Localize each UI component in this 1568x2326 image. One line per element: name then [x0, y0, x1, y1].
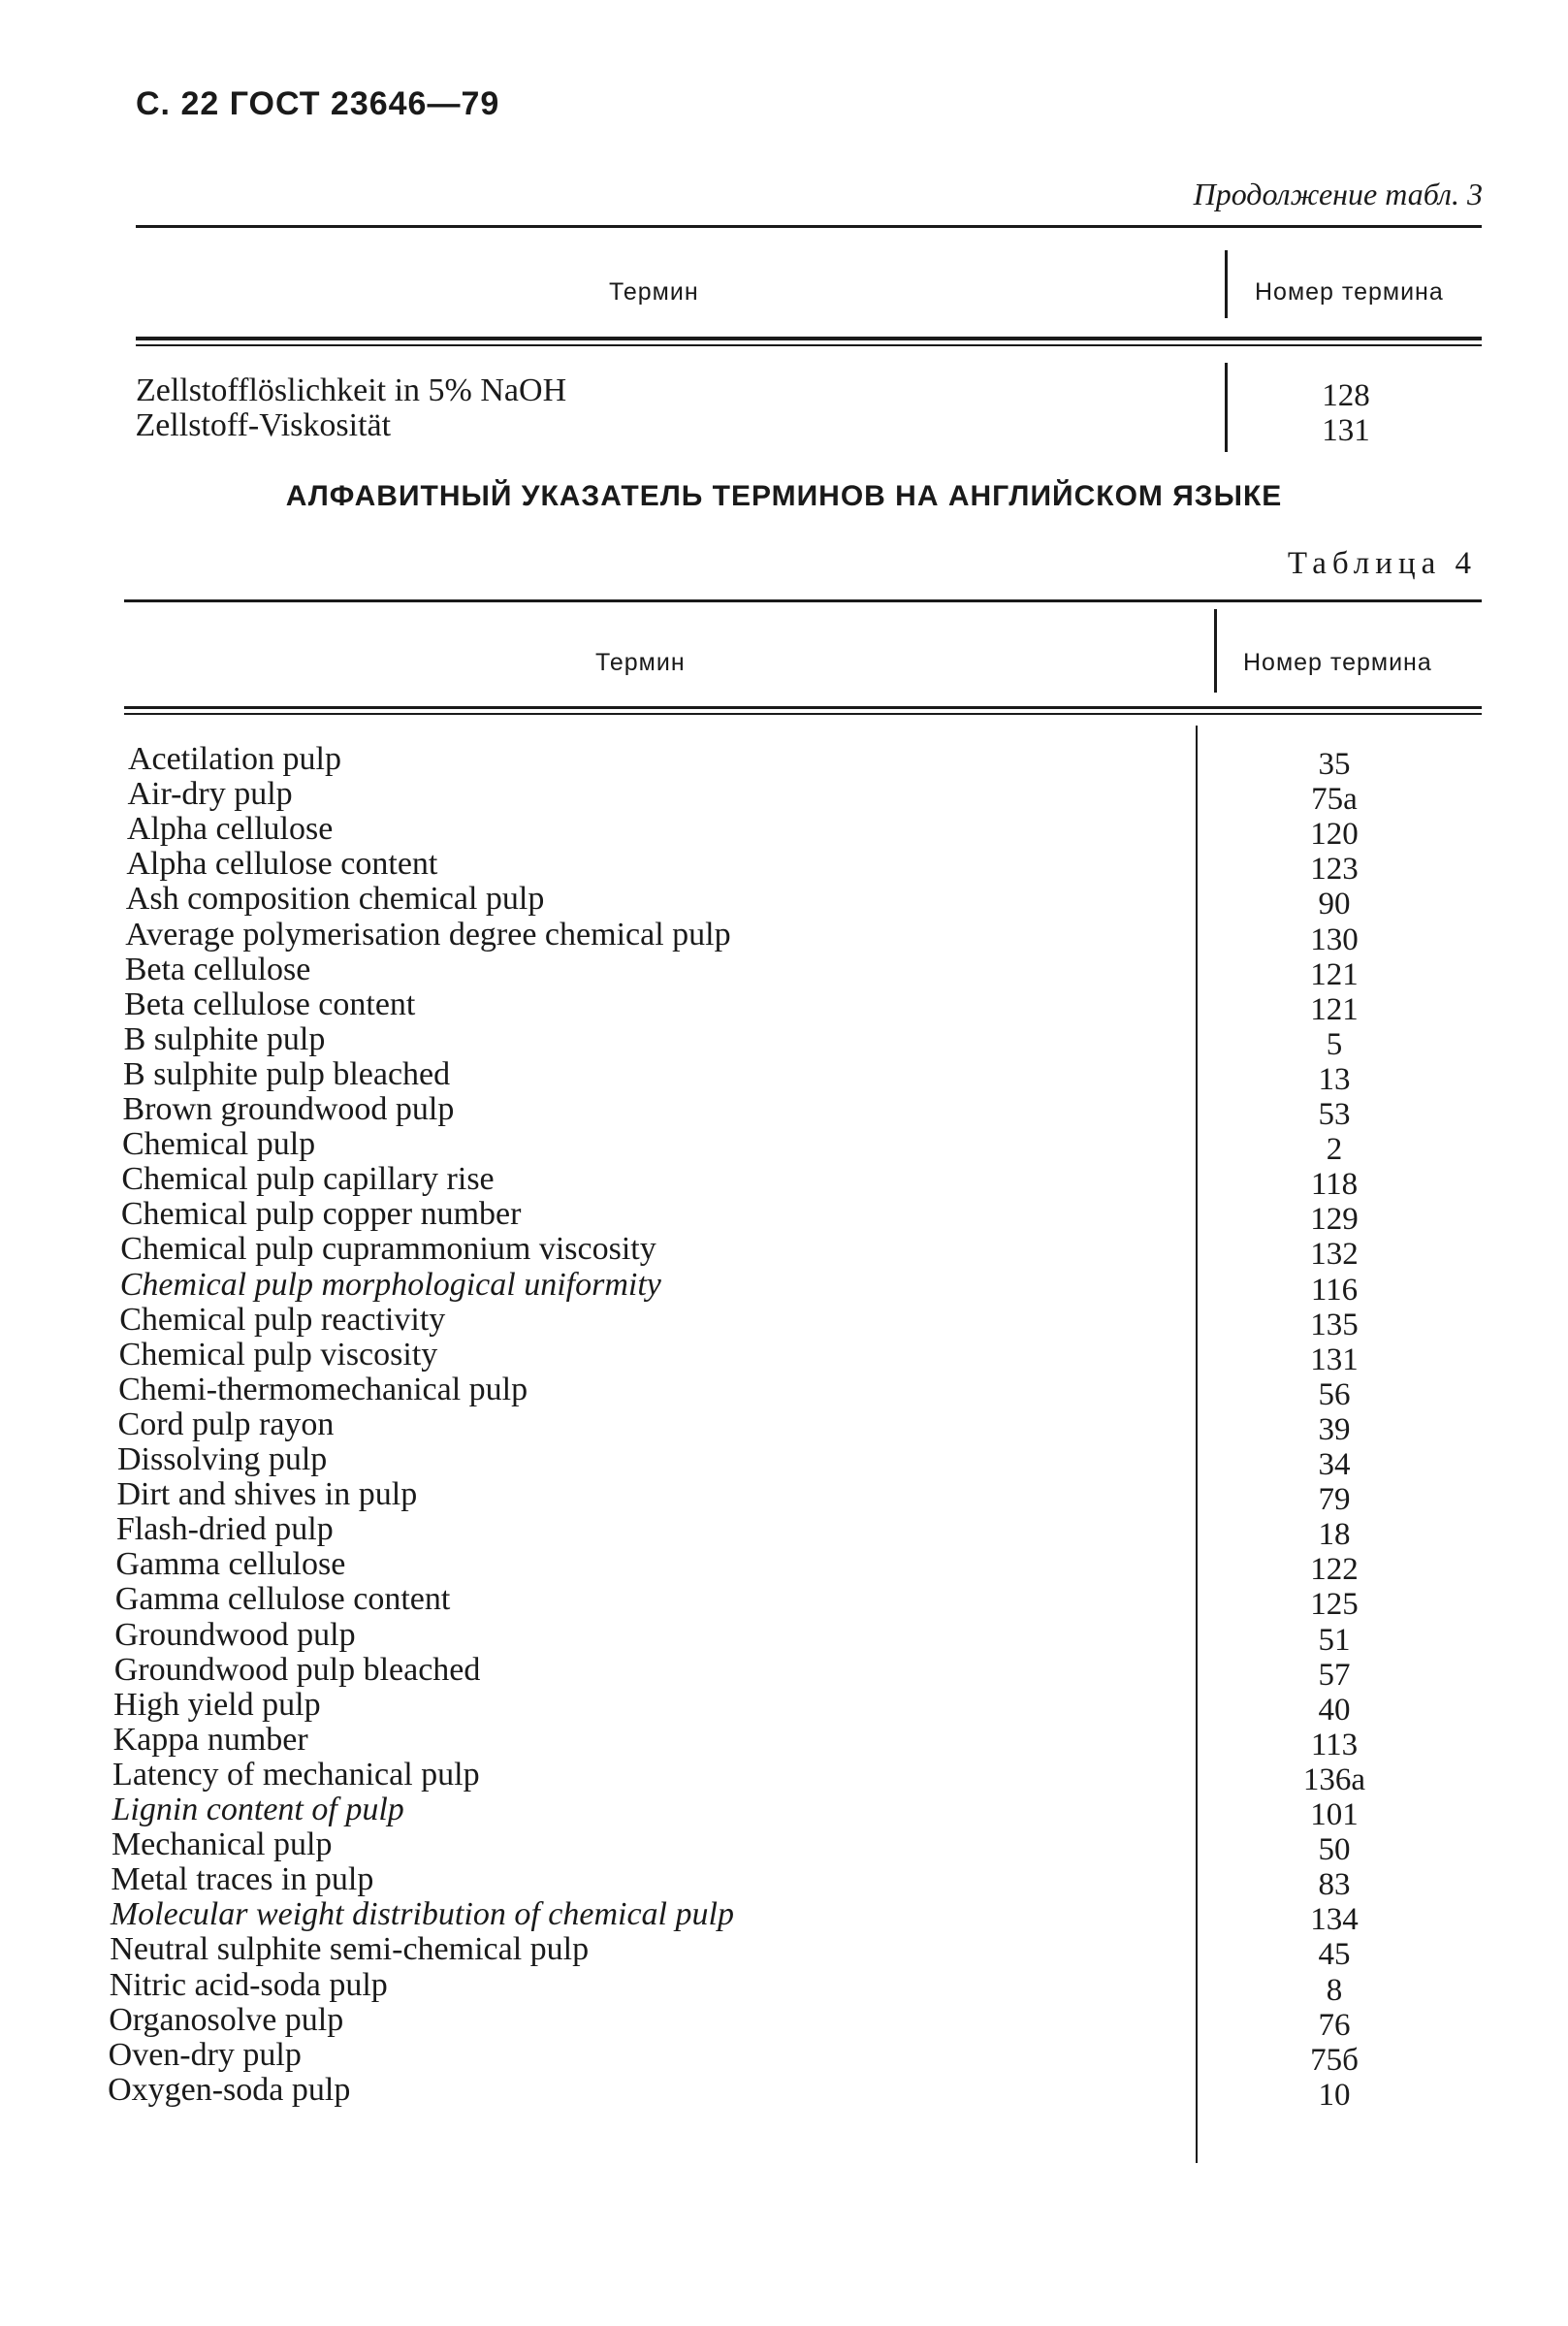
table4-number: 135 — [1310, 1307, 1359, 1342]
table4-term: Beta cellulose content — [124, 985, 416, 1022]
table4-term: Chemical pulp reactivity — [119, 1301, 446, 1338]
table4-number: 120 — [1310, 817, 1359, 853]
table4-number: 134 — [1310, 1902, 1359, 1938]
table4-number: 118 — [1310, 1167, 1359, 1203]
table4-number: 40 — [1318, 1692, 1351, 1728]
table4-number: 131 — [1310, 1341, 1359, 1377]
table4-number: 34 — [1318, 1447, 1351, 1482]
table4-term: B sulphite pulp bleached — [123, 1055, 451, 1092]
table3-body-divider — [1225, 363, 1228, 452]
table4-header-rule — [124, 706, 1482, 709]
table4-term: Dirt and shives in pulp — [116, 1476, 418, 1513]
table4-number: 8 — [1326, 1972, 1343, 2008]
table4-number: 76 — [1318, 2007, 1351, 2043]
page-header: С. 22 ГОСТ 23646—79 — [136, 85, 500, 122]
table4-term: Neutral sulphite semi-chemical pulp — [110, 1931, 590, 1968]
table4-col-term-header: Термин — [595, 649, 686, 676]
table4-number: 121 — [1310, 956, 1359, 992]
table4-term: High yield pulp — [113, 1686, 321, 1723]
table4-term: Chemical pulp cuprammonium viscosity — [120, 1231, 656, 1268]
table4-term: Molecular weight distribution of chemical pulp — [110, 1896, 734, 1933]
table4-term: Flash-dried pulp — [115, 1511, 334, 1548]
table4-number: 122 — [1310, 1552, 1359, 1588]
table4-col-number-header: Номер термина — [1243, 649, 1432, 676]
table4-number: 125 — [1310, 1587, 1359, 1623]
table4-number: 18 — [1318, 1517, 1351, 1553]
table4-number: 136a — [1302, 1761, 1366, 1797]
table4-term: Dissolving pulp — [117, 1441, 328, 1477]
table4-term: B sulphite pulp — [123, 1020, 326, 1057]
table4-number: 51 — [1318, 1622, 1351, 1658]
table4-number: 35 — [1318, 747, 1351, 782]
table4-term: Gamma cellulose — [115, 1546, 346, 1583]
table4-term: Organosolve pulp — [109, 2001, 344, 2038]
table3-header-rule-2 — [136, 344, 1482, 346]
table4-number: 10 — [1318, 2077, 1351, 2113]
table4-number: 39 — [1318, 1411, 1351, 1447]
table4-term: Gamma cellulose content — [114, 1581, 451, 1618]
table3-header-rule — [136, 337, 1482, 340]
continuation-label: Продолжение табл. 3 — [1193, 177, 1483, 211]
table4-label: Таблица 4 — [1287, 546, 1477, 581]
table4-number: 79 — [1318, 1482, 1351, 1518]
table4-term: Chemical pulp morphological uniformity — [119, 1266, 661, 1303]
table3-term: Zellstofflöslichkeit in 5% NaOH — [136, 372, 567, 408]
table4-term: Chemical pulp copper number — [120, 1196, 522, 1233]
table3-col-number-header: Номер термина — [1255, 278, 1444, 306]
table4-number: 75б — [1310, 2042, 1359, 2078]
table4-number: 2 — [1326, 1132, 1343, 1168]
table4-term: Latency of mechanical pulp — [112, 1756, 480, 1793]
table4-term: Alpha cellulose — [126, 811, 334, 848]
table4-number: 83 — [1318, 1867, 1351, 1903]
table4-number: 57 — [1318, 1657, 1351, 1693]
table4-number: 129 — [1310, 1202, 1359, 1238]
table4-header-rule-2 — [124, 713, 1482, 715]
table4-term: Chemical pulp viscosity — [118, 1336, 438, 1373]
table4-term: Alpha cellulose content — [126, 846, 438, 883]
table4-number: 75a — [1311, 782, 1358, 818]
table3-number: 128 — [1322, 378, 1370, 413]
table4-term: Oven-dry pulp — [108, 2036, 302, 2073]
table4-term: Oxygen-soda pulp — [108, 2071, 351, 2108]
table4-term: Beta cellulose — [124, 951, 311, 987]
table4-term: Air-dry pulp — [127, 776, 293, 813]
table3-top-rule — [136, 225, 1482, 228]
table4-term: Nitric acid-soda pulp — [109, 1966, 388, 2003]
table4-top-rule — [124, 599, 1482, 602]
table4-number: 123 — [1310, 852, 1359, 888]
table4-term: Chemical pulp — [121, 1126, 316, 1163]
table4-term: Ash composition chemical pulp — [125, 881, 545, 918]
table4-term: Acetilation pulp — [128, 741, 342, 777]
table4-term: Groundwood pulp bleached — [113, 1651, 481, 1688]
table3-number: 131 — [1322, 413, 1370, 448]
table3-col-divider — [1225, 250, 1228, 318]
table4-number: 56 — [1318, 1376, 1351, 1412]
table4-number: 50 — [1318, 1832, 1351, 1868]
table4-number: 45 — [1318, 1937, 1351, 1973]
table4-col-divider — [1214, 609, 1217, 693]
section-title: АЛФАВИТНЫЙ УКАЗАТЕЛЬ ТЕРМИНОВ НА АНГЛИЙСКОМ ЯЗЫКЕ — [285, 480, 1283, 512]
table4-term: Cord pulp rayon — [117, 1405, 335, 1442]
table4-number: 113 — [1310, 1727, 1359, 1762]
table4-number: 90 — [1318, 887, 1351, 922]
table3-term: Zellstoff-Viskosität — [135, 407, 392, 443]
table4-number: 132 — [1310, 1237, 1359, 1273]
table4-term: Kappa number — [112, 1721, 308, 1758]
table3-col-term-header: Термин — [609, 278, 699, 306]
table4-number: 5 — [1326, 1026, 1343, 1062]
table4-number: 13 — [1318, 1061, 1351, 1097]
table4-number: 101 — [1310, 1797, 1359, 1832]
table4-body-divider — [1196, 726, 1198, 2163]
table4-term: Brown groundwood pulp — [122, 1091, 455, 1127]
table4-term: Average polymerisation degree chemical pulp — [125, 916, 731, 953]
table4-term: Chemical pulp capillary rise — [121, 1161, 495, 1198]
table4-term: Groundwood pulp — [114, 1616, 356, 1653]
table4-number: 53 — [1318, 1097, 1351, 1132]
table4-number: 121 — [1310, 991, 1359, 1027]
table4-number: 116 — [1310, 1272, 1359, 1308]
table4-term: Chemi-thermomechanical pulp — [118, 1371, 528, 1407]
table4-term: Mechanical pulp — [111, 1826, 333, 1863]
table4-term: Lignin content of pulp — [112, 1792, 404, 1827]
table4-term: Metal traces in pulp — [111, 1861, 374, 1898]
table4-number: 130 — [1310, 921, 1359, 957]
